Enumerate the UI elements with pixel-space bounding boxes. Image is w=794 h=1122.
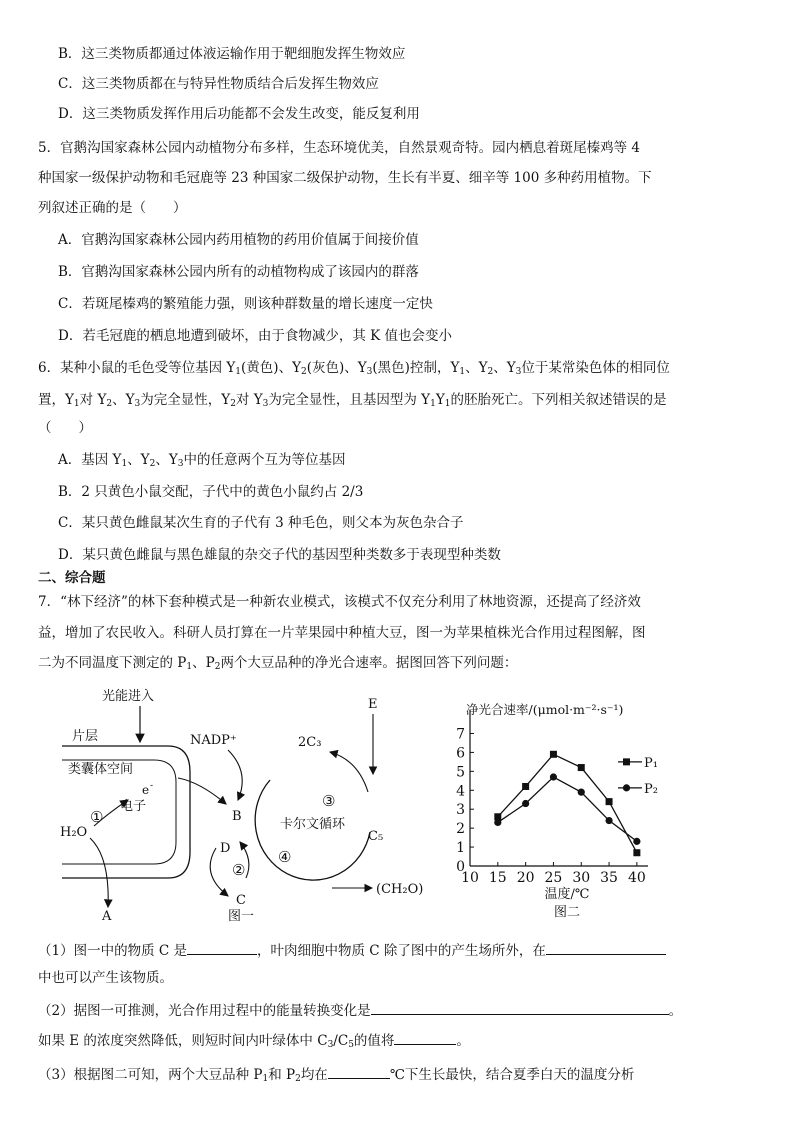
arrow-c5-c3 xyxy=(330,752,368,792)
q7-stem-line1: 7．“林下经济”的林下套种模式是一种新农业模式，该模式不仅充分利用了林地资源，还提高了经济效 xyxy=(38,594,641,610)
data-point-p1 xyxy=(606,798,613,805)
data-point-p2 xyxy=(522,800,529,807)
legend-label-2: P₂ xyxy=(644,781,658,797)
label-e: E xyxy=(368,697,378,712)
y-tick-label: 0 xyxy=(456,859,465,875)
figure-photosynthesis-diagram xyxy=(50,682,445,922)
label-calvin-cycle: 卡尔文循环 xyxy=(280,817,346,832)
data-point-p1 xyxy=(550,751,557,758)
answer-blank-1[interactable] xyxy=(187,940,257,955)
legend-label-1: P₁ xyxy=(644,755,658,771)
label-electron: e xyxy=(142,783,150,797)
marker-4: ④ xyxy=(278,848,292,866)
figure-1-caption: 图一 xyxy=(228,909,255,922)
q6-option-d: D．某只黄色雌鼠与黑色雄鼠的杂交子代的基因型种类数多于表现型种类数 xyxy=(58,547,501,563)
label-nadp: NADP⁺ xyxy=(190,733,237,748)
q7-part2-line1: （2）据图一可推测，光合作用过程中的能量转换变化是 。 xyxy=(38,1000,758,1021)
y-tick-label: 1 xyxy=(456,840,465,857)
q5-stem-line3: 列叙述正确的是（ ） xyxy=(38,200,187,216)
y-tick-label: 2 xyxy=(456,821,465,838)
y-axis-label: 净光合速率/(μmol·m⁻²·s⁻¹) xyxy=(466,702,624,717)
y-tick-label: 5 xyxy=(456,764,465,781)
arrow-electron-b xyxy=(178,778,226,804)
q7-stem-line3: 二为不同温度下测定的 $P_1$、$P_2$两个大豆品种的净光合速率。据图回答下列问题： xyxy=(38,655,518,672)
data-point-p1 xyxy=(578,764,585,771)
q7-part1-line1: （1）图一中的物质 C 是 ，叶肉细胞中物质 C 除了图中的产生场所外，在 xyxy=(38,940,758,961)
legend-marker-p2 xyxy=(623,784,630,791)
series-line-2 xyxy=(498,777,637,841)
x-tick-label: 25 xyxy=(544,870,563,886)
x-tick-label: 30 xyxy=(572,870,591,886)
label-c5: C₅ xyxy=(368,829,384,844)
x-tick-label: 15 xyxy=(488,870,507,886)
q6-stem-line1: 6．某种小鼠的毛色受等位基因 $Y_1$(黄色)、$Y_2$(灰色)、$Y_3$(黑色)控制，$Y_1$、$Y_2$、$Y_3$位于某常染色体的相同位 xyxy=(38,360,670,377)
x-axis-label: 温度/℃ xyxy=(544,887,590,902)
y-tick-label: 7 xyxy=(456,726,465,743)
figure-net-photosynthesis-chart xyxy=(448,700,718,925)
label-b: B xyxy=(232,809,242,824)
q5-stem-line2: 种国家一级保护动物和毛冠鹿等 23 种国家二级保护动物，生长有半夏、细辛等 100 多种药用植物。下 xyxy=(38,170,652,186)
label-electron-sup: - xyxy=(150,781,154,791)
marker-2: ② xyxy=(232,861,246,879)
q4-option-b: B．这三类物质都通过体液运输作用于靶细胞发挥生物效应 xyxy=(58,46,406,62)
data-point-p1 xyxy=(633,849,640,856)
label-layer: 片层 xyxy=(72,729,99,744)
label-2c3: 2C₃ xyxy=(298,735,322,750)
q4-option-c: C．这三类物质都在与特异性物质结合后发挥生物效应 xyxy=(58,76,379,92)
q7-part3-line1: （3）根据图二可知，两个大豆品种 $P_1$和 $P_2$均在 ℃下生长最快，结合夏季白天的温度分析 xyxy=(38,1064,758,1089)
q6-stem-line3: （ ） xyxy=(38,420,92,436)
y-tick-label: 6 xyxy=(456,745,465,762)
y-tick-label: 4 xyxy=(456,783,465,800)
legend-marker-p1 xyxy=(623,758,630,765)
label-h2o: H₂O xyxy=(60,825,88,840)
marker-3: ③ xyxy=(322,792,336,810)
q7-stem-line2: 益，增加了农民收入。科研人员打算在一片苹果园中种植大豆，图一为苹果植株光合作用过程图解，图 xyxy=(38,625,646,641)
answer-blank-3[interactable] xyxy=(371,1000,669,1015)
y-tick-label: 3 xyxy=(456,802,465,819)
x-tick-label: 35 xyxy=(600,870,618,886)
q5-option-a: A．官鹅沟国家森林公园内药用植物的药用价值属于间接价值 xyxy=(58,232,419,248)
series-line-1 xyxy=(498,754,637,852)
q6-option-c: C．某只黄色雌鼠某次生育的子代有 3 种毛色，则父本为灰色杂合子 xyxy=(58,515,464,531)
label-electron-cn: 电子 xyxy=(120,799,147,814)
data-point-p2 xyxy=(550,773,557,780)
q6-stem-line2: 置，$Y_1$对 $Y_2$、$Y_3$为完全显性，$Y_2$对 $Y_3$为完全显性，且基因型为 $Y_1Y_1$的胚胎死亡。下列相关叙述错误的是 xyxy=(38,392,667,409)
x-tick-label: 10 xyxy=(461,870,479,886)
marker-1: ① xyxy=(90,808,104,826)
q6-option-a: A．基因 $Y_1$、$Y_2$、$Y_3$中的任意两个互为等位基因 xyxy=(58,452,346,469)
section-title: 二、综合题 xyxy=(38,570,106,586)
data-point-p2 xyxy=(633,838,640,845)
label-thylakoid-space: 类囊体空间 xyxy=(68,762,134,777)
q7-part2-line2: 如果 E 的浓度突然降低，则短时间内叶绿体中 $C_3/C_5$的值将 。 xyxy=(38,1030,758,1055)
label-ch2o: (CH₂O) xyxy=(376,882,424,897)
answer-blank-4[interactable] xyxy=(394,1030,456,1045)
arrow-h2o-a xyxy=(90,838,108,907)
data-point-p2 xyxy=(578,789,585,796)
answer-blank-2[interactable] xyxy=(546,940,666,955)
q5-option-d: D．若毛冠鹿的栖息地遭到破坏，由于食物减少，其 K 值也会变小 xyxy=(58,328,452,344)
label-c: C xyxy=(236,893,246,908)
data-point-p2 xyxy=(494,819,501,826)
label-d: D xyxy=(220,841,231,856)
q5-stem-line1: 5．官鹅沟国家森林公园内动植物分布多样，生态环境优美，自然景观奇特。园内栖息着斑尾榛鸡等 4 xyxy=(38,140,640,156)
figure-2-caption: 图二 xyxy=(553,905,581,920)
q4-option-d: D．这三类物质发挥作用后功能都不会发生改变，能反复利用 xyxy=(58,106,420,122)
q7-part1-line2: 中也可以产生该物质。 xyxy=(38,970,173,986)
x-tick-label: 20 xyxy=(516,870,535,886)
q5-option-b: B．官鹅沟国家森林公园内所有的动植物构成了该园内的群落 xyxy=(58,264,419,280)
answer-blank-5[interactable] xyxy=(328,1064,390,1079)
q6-option-b: B．2 只黄色小鼠交配，子代中的黄色小鼠约占 2/3 xyxy=(58,484,364,500)
data-point-p2 xyxy=(605,817,612,824)
arrow-nadp-b xyxy=(228,750,242,800)
label-a: A xyxy=(102,909,112,922)
q5-option-c: C．若斑尾榛鸡的繁殖能力强，则该种群数量的增长速度一定快 xyxy=(58,296,433,312)
x-tick-label: 40 xyxy=(627,870,646,886)
label-light-in: 光能进入 xyxy=(102,689,155,704)
data-point-p1 xyxy=(522,783,529,790)
